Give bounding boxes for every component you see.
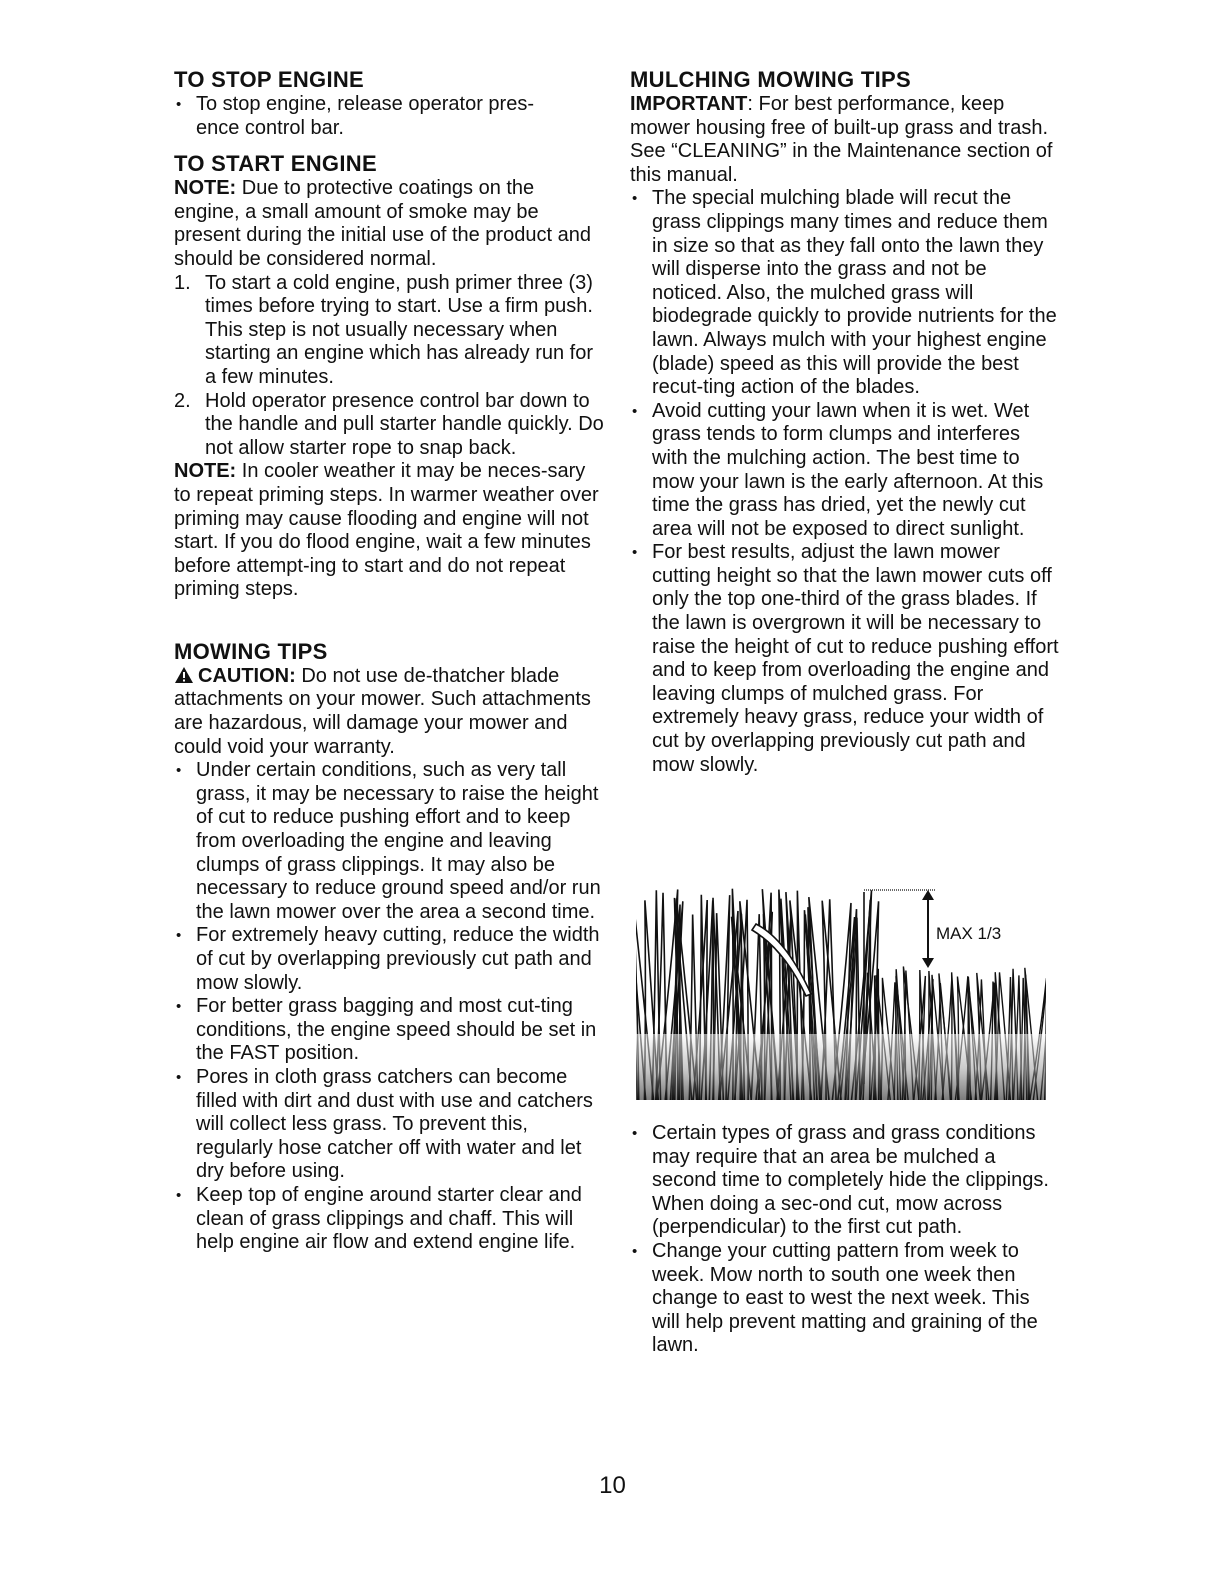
list-item: • For best results, adjust the lawn mower cutting height so that the lawn mower cuts off only the top one-third of the grass blades. If the lawn is overgrown it will be necessary to raise the height of cut to reduce pushing effort and to keep from overloading the engine and leaving clumps of mulched grass. For extremely heavy grass, reduce your width of cut by overlapping previously cut path and mow slowly. xyxy=(630,541,1060,777)
mowing-tips-list xyxy=(174,759,604,1254)
caution-text: Do not use de-thatcher blade attachments on your mower. Such attachments are hazardous, will damage your mower and could void your warranty. xyxy=(174,664,591,758)
list-item: • For extremely heavy cutting, reduce the width of cut by overlapping previously cut path and mow slowly. xyxy=(174,924,604,995)
list-item: • For better grass bagging and most cut-ting conditions, the engine speed should be set in the FAST position. xyxy=(174,995,604,1066)
important-label: IMPORTANT xyxy=(630,93,748,115)
page-number: 10 xyxy=(599,1472,626,1499)
list-item: • To stop engine, release operator pres- ence control bar. xyxy=(174,93,604,140)
important-paragraph xyxy=(630,93,1060,187)
mulching-list xyxy=(630,187,1060,777)
list-item xyxy=(174,272,604,390)
mulching-list-continued xyxy=(630,1122,1060,1358)
max-third-label: MAX 1/3 xyxy=(936,924,1002,943)
step-text: To start a cold engine, push primer three (3) times before trying to start. Use a firm push. This step is not usually necessary when starting an engine which has already run for a few minutes. xyxy=(205,271,594,388)
start-engine-heading: TO START ENGINE xyxy=(174,151,377,177)
list-item: • Change your cutting pattern from week to week. Mow north to south one week then change to east to west the next week. This will help prevent matting and graining of the lawn. xyxy=(630,1240,1060,1358)
step-number: 2. xyxy=(174,389,191,412)
note-text: In cooler weather it may be neces-sary to repeat priming steps. In warmer weather over priming may cause flooding and engine will not start. If you do flood engine, wait a few minutes before attempt-ing to start and do not repeat priming steps. xyxy=(174,460,599,601)
list-item: • Keep top of engine around starter clear and clean of grass clippings and chaff. This will help engine air flow and extend engine life. xyxy=(174,1184,604,1255)
grass-height-illustration xyxy=(636,884,1046,1100)
left-column xyxy=(174,66,604,1255)
list-item: • The special mulching blade will recut the grass clippings many times and reduce them in size so that as they fall onto the lawn they will disperse into the grass and not be noticed. Also, the mulched grass will biodegrade quickly to provide nutrients for the lawn. Always mulch with your highest engine (blade) speed as this will provide the best recut-ting action of the blades. xyxy=(630,187,1060,399)
note-text: Due to protective coatings on the engine, a small amount of smoke may be present during the initial use of the product and should be considered normal. xyxy=(174,177,591,270)
list-item: • Pores in cloth grass catchers can become filled with dirt and dust with use and catchers will collect less grass. To prevent this, regularly hose catcher off with water and let dry before using. xyxy=(174,1066,604,1184)
arrow-up-icon xyxy=(922,890,934,900)
start-engine-note xyxy=(174,177,604,271)
stop-engine-list xyxy=(174,93,604,140)
list-item: • Under certain conditions, such as very tall grass, it may be necessary to raise the height of cut to reduce pushing effort and to keep from overloading the engine and leaving clumps of grass clippings. It may also be necessary to reduce ground speed and/or run the lawn mower over the area a second time. xyxy=(174,759,604,924)
step-text: Hold operator presence control bar down to the handle and pull starter handle quickly. Do not allow starter rope to snap back. xyxy=(205,389,604,459)
list-item: • Certain types of grass and grass conditions may require that an area be mulched a second time to completely hide the clippings. When doing a sec-ond cut, mow across (perpendicular) to the first cut path. xyxy=(630,1122,1060,1240)
list-item: • Avoid cutting your lawn when it is wet. Wet grass tends to form clumps and interferes with the mulching action. The best time to mow your lawn is the early afternoon. At this time the grass has dried, yet the newly cut area will not be exposed to direct sunlight. xyxy=(630,400,1060,542)
priming-note xyxy=(174,460,604,602)
mowing-tips-heading: MOWING TIPS xyxy=(174,638,328,664)
arrow-down-icon xyxy=(922,958,934,968)
mulching-heading: MULCHING MOWING TIPS xyxy=(630,67,911,92)
warning-triangle-icon xyxy=(174,666,194,684)
step-number: 1. xyxy=(174,271,191,294)
caution-paragraph xyxy=(174,665,604,759)
caution-label: CAUTION: xyxy=(198,664,296,687)
note-label: NOTE: xyxy=(174,177,237,200)
important-text: : For best performance, keep mower housing free of built-up grass and trash. See “CLEANING” in the Maintenance section of this manual. xyxy=(630,93,1053,186)
start-engine-steps xyxy=(174,272,604,461)
note-label: NOTE: xyxy=(174,460,237,483)
list-item xyxy=(174,390,604,461)
stop-engine-heading: TO STOP ENGINE xyxy=(174,67,365,92)
